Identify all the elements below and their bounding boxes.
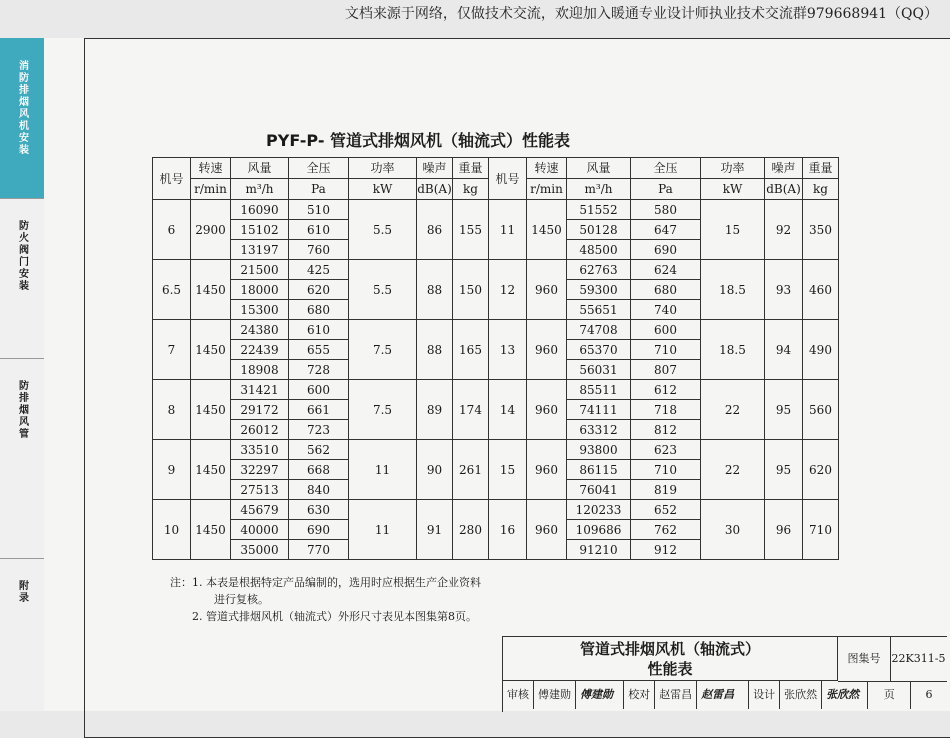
airflow-cell: 48500 xyxy=(567,240,631,260)
sidebar-item-duct[interactable]: 防排烟风管 xyxy=(0,358,44,559)
pressure-cell: 728 xyxy=(289,360,349,380)
unit-speed: r/min xyxy=(191,179,231,200)
power-cell: 7.5 xyxy=(349,380,417,440)
power-cell: 15 xyxy=(701,200,765,260)
header-pressure: 全压 xyxy=(631,158,701,179)
airflow-cell: 91210 xyxy=(567,540,631,560)
pressure-cell: 612 xyxy=(631,380,701,400)
sidebar xyxy=(0,38,45,711)
weight-cell: 710 xyxy=(803,500,839,560)
airflow-cell: 16090 xyxy=(231,200,289,220)
note-2: 2. 管道式排烟风机（轴流式）外形尺寸表见本图集第8页。 xyxy=(192,610,477,623)
pressure-cell: 668 xyxy=(289,460,349,480)
speed-cell: 1450 xyxy=(191,440,231,500)
noise-cell: 89 xyxy=(417,380,453,440)
noise-cell: 95 xyxy=(765,380,803,440)
noise-cell: 95 xyxy=(765,440,803,500)
unit-noise: dB(A) xyxy=(417,179,453,200)
airflow-cell: 86115 xyxy=(567,460,631,480)
header-noise: 噪声 xyxy=(765,158,803,179)
unit-noise: dB(A) xyxy=(765,179,803,200)
pressure-cell: 740 xyxy=(631,300,701,320)
model-cell: 10 xyxy=(153,500,191,560)
airflow-cell: 15102 xyxy=(231,220,289,240)
pressure-cell: 652 xyxy=(631,500,701,520)
airflow-cell: 56031 xyxy=(567,360,631,380)
pressure-cell: 912 xyxy=(631,540,701,560)
pressure-cell: 812 xyxy=(631,420,701,440)
pressure-cell: 425 xyxy=(289,260,349,280)
noise-cell: 92 xyxy=(765,200,803,260)
model-cell: 6 xyxy=(153,200,191,260)
noise-cell: 86 xyxy=(417,200,453,260)
airflow-cell: 59300 xyxy=(567,280,631,300)
page-number: 6 xyxy=(925,688,933,701)
weight-cell: 155 xyxy=(453,200,489,260)
notes-prefix: 注： xyxy=(170,576,192,589)
speed-cell: 1450 xyxy=(191,260,231,320)
header-airflow: 风量 xyxy=(567,158,631,179)
weight-cell: 460 xyxy=(803,260,839,320)
weight-cell: 174 xyxy=(453,380,489,440)
header-weight: 重量 xyxy=(803,158,839,179)
airflow-cell: 24380 xyxy=(231,320,289,340)
airflow-cell: 45679 xyxy=(231,500,289,520)
speed-cell: 960 xyxy=(527,440,567,500)
airflow-cell: 26012 xyxy=(231,420,289,440)
pressure-cell: 661 xyxy=(289,400,349,420)
speed-cell: 1450 xyxy=(527,200,567,260)
speed-cell: 1450 xyxy=(191,500,231,560)
unit-airflow: m³/h xyxy=(567,179,631,200)
pressure-cell: 710 xyxy=(631,340,701,360)
page-label: 页 xyxy=(868,681,911,709)
table-header-row-1 xyxy=(153,158,839,179)
power-cell: 11 xyxy=(349,500,417,560)
model-cell: 8 xyxy=(153,380,191,440)
pressure-cell: 819 xyxy=(631,480,701,500)
model-cell: 12 xyxy=(489,260,527,320)
model-cell: 6.5 xyxy=(153,260,191,320)
airflow-cell: 76041 xyxy=(567,480,631,500)
reviewer-signature: 傅建勋 xyxy=(576,681,624,709)
weight-cell: 490 xyxy=(803,320,839,380)
airflow-cell: 40000 xyxy=(231,520,289,540)
pressure-cell: 710 xyxy=(631,460,701,480)
noise-cell: 96 xyxy=(765,500,803,560)
weight-cell: 620 xyxy=(803,440,839,500)
airflow-cell: 27513 xyxy=(231,480,289,500)
unit-power: kW xyxy=(349,179,417,200)
airflow-cell: 21500 xyxy=(231,260,289,280)
title-block xyxy=(502,636,947,712)
pressure-cell: 647 xyxy=(631,220,701,240)
table-row xyxy=(153,440,839,460)
power-cell: 22 xyxy=(701,440,765,500)
model-cell: 7 xyxy=(153,320,191,380)
model-cell: 11 xyxy=(489,200,527,260)
weight-cell: 150 xyxy=(453,260,489,320)
model-cell: 14 xyxy=(489,380,527,440)
noise-cell: 93 xyxy=(765,260,803,320)
airflow-cell: 13197 xyxy=(231,240,289,260)
note-1: 1. 本表是根据特定产品编制的，选用时应根据生产企业资料 xyxy=(192,576,481,589)
pressure-cell: 690 xyxy=(289,520,349,540)
power-cell: 5.5 xyxy=(349,200,417,260)
airflow-cell: 65370 xyxy=(567,340,631,360)
airflow-cell: 51552 xyxy=(567,200,631,220)
noise-cell: 91 xyxy=(417,500,453,560)
airflow-cell: 55651 xyxy=(567,300,631,320)
header-pressure: 全压 xyxy=(289,158,349,179)
header-speed: 转速 xyxy=(527,158,567,179)
airflow-cell: 109686 xyxy=(567,520,631,540)
airflow-cell: 32297 xyxy=(231,460,289,480)
pressure-cell: 680 xyxy=(631,280,701,300)
airflow-cell: 85511 xyxy=(567,380,631,400)
notes xyxy=(170,574,481,625)
power-cell: 22 xyxy=(701,380,765,440)
airflow-cell: 120233 xyxy=(567,500,631,520)
speed-cell: 960 xyxy=(527,380,567,440)
speed-cell: 960 xyxy=(527,500,567,560)
pressure-cell: 600 xyxy=(631,320,701,340)
speed-cell: 2900 xyxy=(191,200,231,260)
pressure-cell: 762 xyxy=(631,520,701,540)
airflow-cell: 35000 xyxy=(231,540,289,560)
unit-speed: r/min xyxy=(527,179,567,200)
unit-weight: kg xyxy=(453,179,489,200)
airflow-cell: 22439 xyxy=(231,340,289,360)
unit-weight: kg xyxy=(803,179,839,200)
airflow-cell: 33510 xyxy=(231,440,289,460)
pressure-cell: 610 xyxy=(289,320,349,340)
speed-cell: 960 xyxy=(527,260,567,320)
pressure-cell: 770 xyxy=(289,540,349,560)
sidebar-item-appendix[interactable]: 附录 xyxy=(16,580,28,604)
unit-pressure: Pa xyxy=(631,179,701,200)
speed-cell: 1450 xyxy=(191,380,231,440)
weight-cell: 261 xyxy=(453,440,489,500)
airflow-cell: 29172 xyxy=(231,400,289,420)
reviewer-name: 傅建勋 xyxy=(534,681,576,709)
airflow-cell: 62763 xyxy=(567,260,631,280)
pressure-cell: 624 xyxy=(631,260,701,280)
pressure-cell: 655 xyxy=(289,340,349,360)
model-cell: 13 xyxy=(489,320,527,380)
table-row xyxy=(153,380,839,400)
power-cell: 18.5 xyxy=(701,320,765,380)
noise-cell: 90 xyxy=(417,440,453,500)
sidebar-item-fan-install[interactable]: 消防排烟风机安装 xyxy=(0,38,44,199)
designer-signature: 张欣然 xyxy=(822,681,868,709)
header-airflow: 风量 xyxy=(231,158,289,179)
header-model: 机号 xyxy=(489,158,527,200)
pressure-cell: 620 xyxy=(289,280,349,300)
pressure-cell: 723 xyxy=(289,420,349,440)
pressure-cell: 690 xyxy=(631,240,701,260)
model-cell: 9 xyxy=(153,440,191,500)
designer-name: 张欣然 xyxy=(780,681,822,709)
unit-power: kW xyxy=(701,179,765,200)
power-cell: 11 xyxy=(349,440,417,500)
table-row xyxy=(153,200,839,220)
watermark-note: 文档来源于网络，仅做技术交流，欢迎加入暖通专业设计师执业技术交流群979668941（QQ） xyxy=(344,6,938,22)
power-cell: 5.5 xyxy=(349,260,417,320)
power-cell: 30 xyxy=(701,500,765,560)
page-title: PYF-P- 管道式排烟风机（轴流式）性能表 xyxy=(266,131,571,150)
speed-cell: 960 xyxy=(527,320,567,380)
pressure-cell: 580 xyxy=(631,200,701,220)
power-cell: 18.5 xyxy=(701,260,765,320)
noise-cell: 88 xyxy=(417,320,453,380)
header-noise: 噪声 xyxy=(417,158,453,179)
weight-cell: 560 xyxy=(803,380,839,440)
airflow-cell: 15300 xyxy=(231,300,289,320)
table-row xyxy=(153,260,839,280)
unit-airflow: m³/h xyxy=(231,179,289,200)
performance-table xyxy=(152,157,839,560)
atlas-number: 22K311-5 xyxy=(890,637,947,682)
checker-name: 赵雷昌 xyxy=(655,681,697,709)
pressure-cell: 840 xyxy=(289,480,349,500)
pressure-cell: 680 xyxy=(289,300,349,320)
drawing-name: 管道式排烟风机（轴流式） 性能表 xyxy=(503,637,838,681)
header-speed: 转速 xyxy=(191,158,231,179)
noise-cell: 94 xyxy=(765,320,803,380)
header-weight: 重量 xyxy=(453,158,489,179)
sidebar-item-damper-install[interactable]: 防火阀门安装 xyxy=(0,198,44,359)
header-power: 功率 xyxy=(701,158,765,179)
check-label: 校对 xyxy=(624,681,655,709)
unit-pressure: Pa xyxy=(289,179,349,200)
pressure-cell: 610 xyxy=(289,220,349,240)
pressure-cell: 718 xyxy=(631,400,701,420)
atlas-label: 图集号 xyxy=(838,637,891,682)
speed-cell: 1450 xyxy=(191,320,231,380)
header-model: 机号 xyxy=(153,158,191,200)
pressure-cell: 562 xyxy=(289,440,349,460)
checker-signature: 赵雷昌 xyxy=(697,681,749,709)
pressure-cell: 623 xyxy=(631,440,701,460)
noise-cell: 88 xyxy=(417,260,453,320)
header-power: 功率 xyxy=(349,158,417,179)
airflow-cell: 63312 xyxy=(567,420,631,440)
airflow-cell: 18000 xyxy=(231,280,289,300)
model-cell: 15 xyxy=(489,440,527,500)
airflow-cell: 74111 xyxy=(567,400,631,420)
review-label: 审核 xyxy=(503,681,534,709)
table-row xyxy=(153,500,839,520)
airflow-cell: 50128 xyxy=(567,220,631,240)
weight-cell: 280 xyxy=(453,500,489,560)
pressure-cell: 760 xyxy=(289,240,349,260)
power-cell: 7.5 xyxy=(349,320,417,380)
pressure-cell: 807 xyxy=(631,360,701,380)
design-label: 设计 xyxy=(749,681,780,709)
pressure-cell: 630 xyxy=(289,500,349,520)
airflow-cell: 93800 xyxy=(567,440,631,460)
weight-cell: 165 xyxy=(453,320,489,380)
pressure-cell: 510 xyxy=(289,200,349,220)
airflow-cell: 74708 xyxy=(567,320,631,340)
model-cell: 16 xyxy=(489,500,527,560)
airflow-cell: 31421 xyxy=(231,380,289,400)
note-1-cont: 进行复核。 xyxy=(214,593,269,606)
weight-cell: 350 xyxy=(803,200,839,260)
table-row xyxy=(153,320,839,340)
signature-row xyxy=(503,681,947,709)
airflow-cell: 18908 xyxy=(231,360,289,380)
pressure-cell: 600 xyxy=(289,380,349,400)
